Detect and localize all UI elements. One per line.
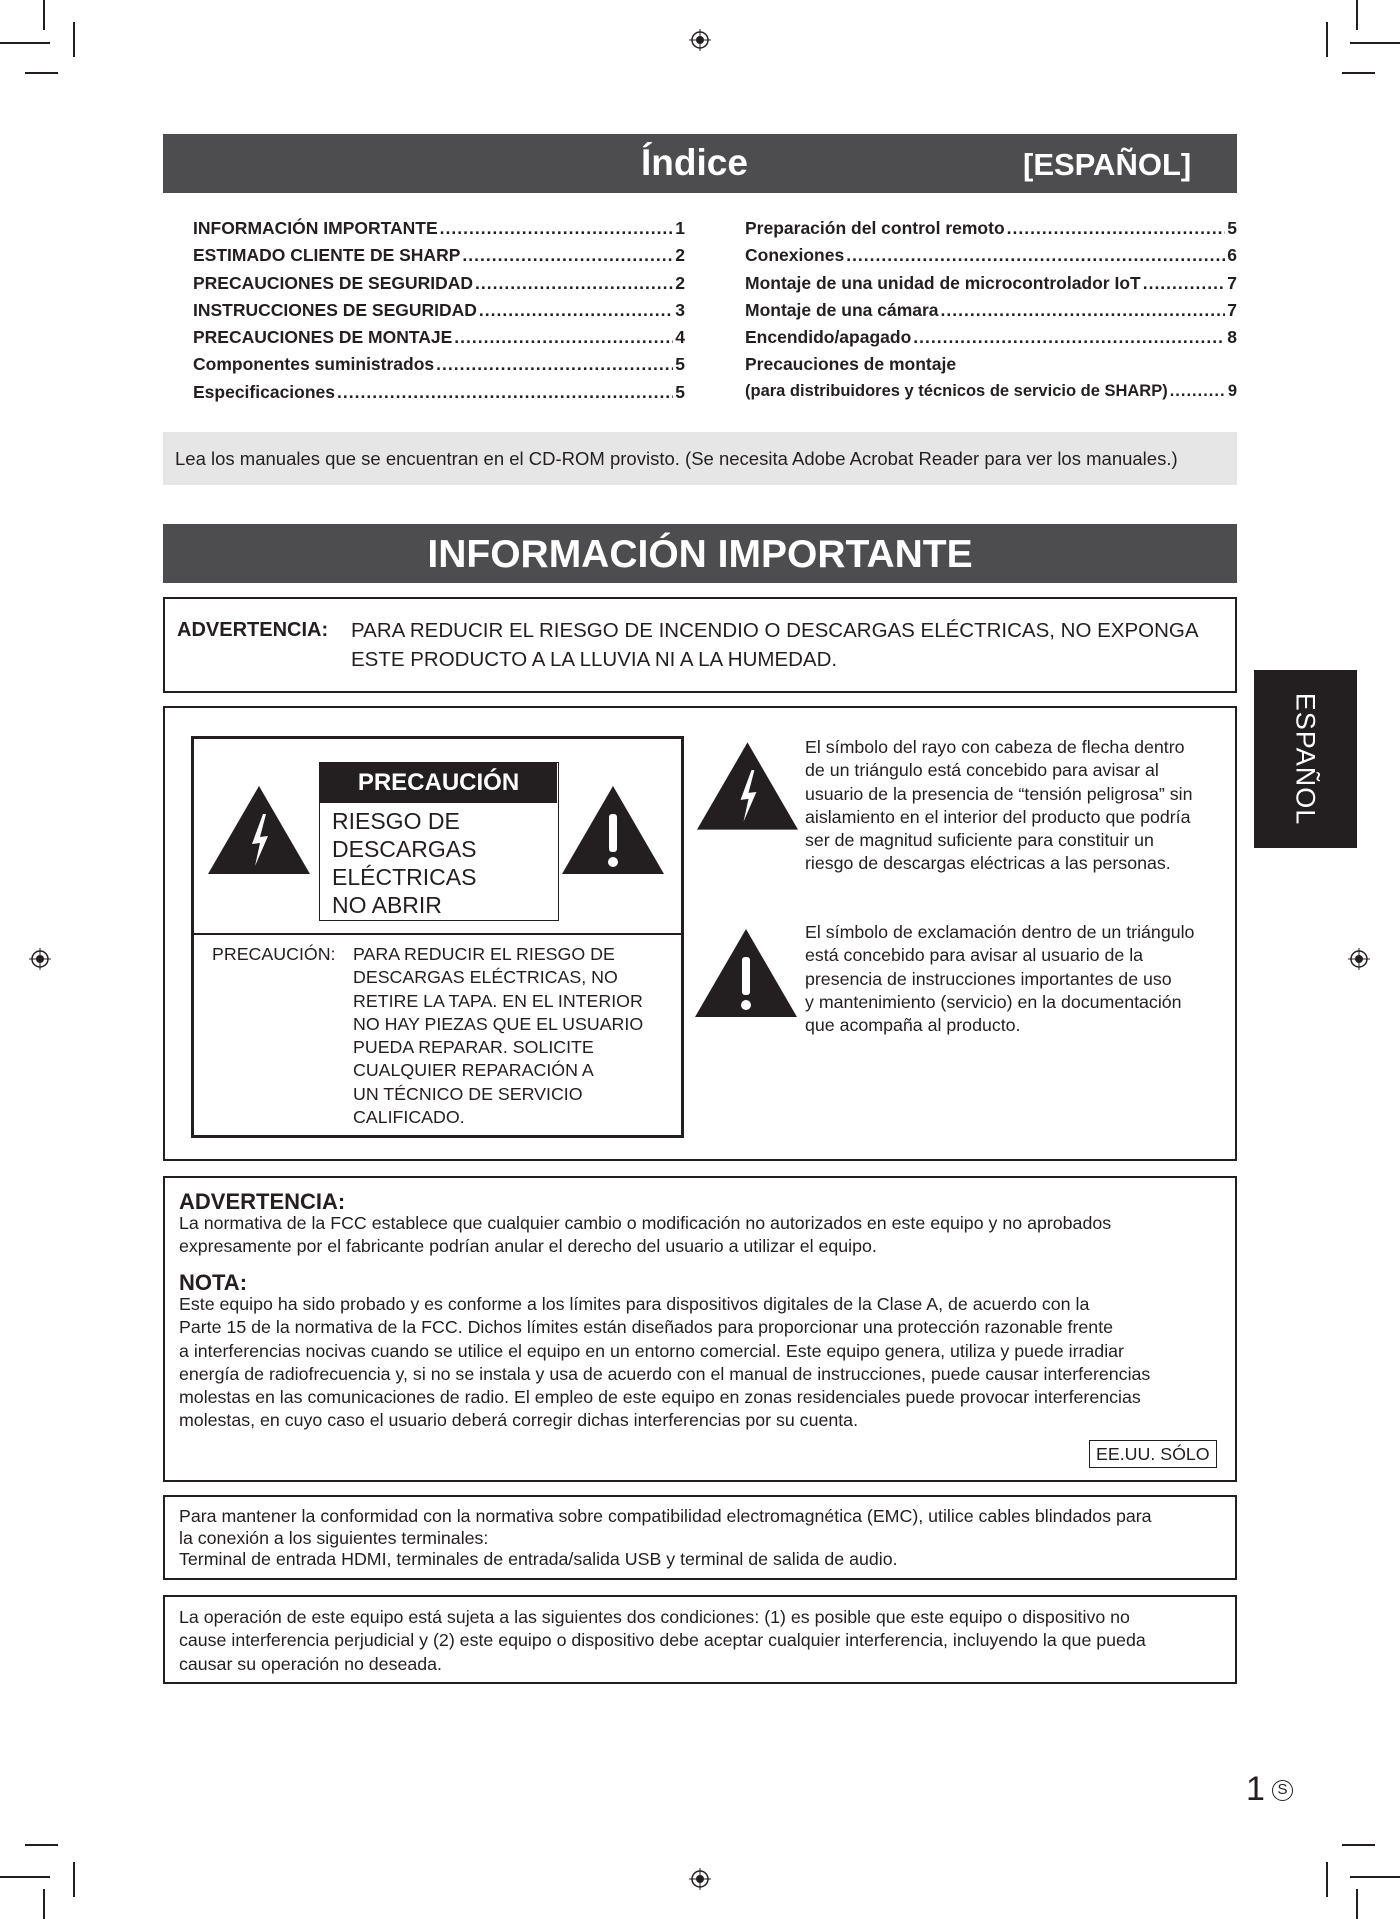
crop-mark xyxy=(0,42,50,44)
warning-label: ADVERTENCIA: xyxy=(177,619,329,641)
crop-mark xyxy=(1350,42,1400,44)
warning-box xyxy=(163,597,1237,693)
warning-line-1: PARA REDUCIR EL RIESGO DE INCENDIO O DESCARGAS ELÉCTRICAS, NO EXPONGA xyxy=(351,619,1199,642)
fcc-note-text: Este equipo ha sido probado y es conforme a los límites para dispositivos digitales de la Clase A, de acuerdo con la Parte 15 de la normativa de la FCC. Dichos límites están diseñados para proporcionar una protección razonable frente a interferencias nocivas cuando se utilice el equipo en un entorno comercial. Este equipo genera, utiliza y puede irradiar energía de radiofrecuencia y, si no se instala y usa de acuerdo con el manual de instrucciones, puede causar interferencias molestas en las comunicaciones de radio. El empleo de este equipo en zonas residenciales puede provocar interferencias molestas, en cuyo caso el usuario deberá corregir dichas interferencias por su cuenta. xyxy=(179,1294,1151,1431)
caution-label-line: NO ABRIR xyxy=(332,892,442,918)
toc-entry[interactable]: INFORMACIÓN IMPORTANTE ..... 1 xyxy=(193,218,685,245)
toc-entry[interactable]: Conexiones ..... 6 xyxy=(745,245,1237,272)
toc-entry[interactable]: Montaje de una cámara ..... 7 xyxy=(745,300,1237,327)
exclamation-symbol-description: El símbolo de exclamación dentro de un triángulo está concebido para avisar al usuario de la presencia de instrucciones importantes de uso y mantenimiento (servicio) en la documentación que acompaña al producto. xyxy=(805,922,1195,1036)
region-tag: EE.UU. SÓLO xyxy=(1089,1440,1217,1468)
page-number: 1 xyxy=(1246,1770,1265,1808)
language-side-tab[interactable] xyxy=(1254,670,1357,848)
caution-text-body: PARA REDUCIR EL RIESGO DE DESCARGAS ELÉCTRICAS, NO RETIRE LA TAPA. EN EL INTERIOR NO HAY PIEZAS QUE EL USUARIO PUEDA REPARAR. SOLICITE CUALQUIER REPARACIÓN A UN TÉCNICO DE SERVICIO CALIFICADO. xyxy=(353,944,644,1128)
exclamation-warning-icon xyxy=(562,786,664,874)
fcc-warning-title: ADVERTENCIA: xyxy=(179,1189,346,1214)
warning-line-2: ESTE PRODUCTO A LA LLUVIA NI A LA HUMEDAD. xyxy=(351,648,838,671)
crop-mark xyxy=(73,1862,75,1897)
exclamation-symbol-icon xyxy=(695,929,797,1017)
toc-entry[interactable]: INSTRUCCIONES DE SEGURIDAD ..... 3 xyxy=(193,300,685,327)
toc-entry[interactable]: ESTIMADO CLIENTE DE SHARP ..... 2 xyxy=(193,245,685,272)
side-tab-label: ESPAÑOL xyxy=(1290,692,1321,826)
crop-mark xyxy=(73,22,75,57)
lightning-symbol-icon xyxy=(697,742,798,830)
index-title: Índice xyxy=(641,142,748,183)
fcc-warning-text: La normativa de la FCC establece que cualquier cambio o modificación no autorizados en este equipo y no aprobados expresamente por el fabricante podrían anular el derecho del usuario a utilizar el equipo. xyxy=(179,1213,1112,1257)
operation-box xyxy=(163,1595,1237,1684)
crop-mark xyxy=(25,1844,58,1846)
toc-entry-title[interactable]: Precauciones de montaje xyxy=(745,354,957,375)
toc-entry[interactable]: PRECAUCIONES DE MONTAJE ..... 4 xyxy=(193,327,685,354)
divider xyxy=(191,933,684,935)
registration-mark-icon xyxy=(689,1868,711,1890)
caution-text-label: PRECAUCIÓN: xyxy=(212,944,336,964)
emc-box xyxy=(163,1495,1237,1580)
caution-label-title: PRECAUCIÓN xyxy=(320,763,557,803)
crop-mark xyxy=(1326,22,1328,57)
fcc-note-title: NOTA: xyxy=(179,1270,248,1295)
toc-entry[interactable]: (para distribuidores y técnicos de servicio de SHARP) ..... 9 xyxy=(745,382,1237,409)
section-title: INFORMACIÓN IMPORTANTE xyxy=(427,533,973,576)
registration-mark-icon xyxy=(29,948,51,970)
crop-mark xyxy=(0,1876,50,1878)
toc-entry[interactable]: PRECAUCIONES DE SEGURIDAD ..... 2 xyxy=(193,273,685,300)
page-suffix-badge: S xyxy=(1272,1780,1293,1801)
toc-entry[interactable]: Componentes suministrados ..... 5 xyxy=(193,354,685,381)
crop-mark xyxy=(1350,1876,1400,1878)
lightning-warning-icon xyxy=(208,786,310,874)
index-header-bar xyxy=(163,134,1237,193)
crop-mark xyxy=(1326,1862,1328,1897)
toc-entry[interactable]: Montaje de una unidad de microcontrolador IoT ..... 7 xyxy=(745,273,1237,300)
toc-entry[interactable]: Preparación del control remoto ..... 5 xyxy=(745,218,1237,245)
caution-label-line: DESCARGAS xyxy=(332,836,477,862)
toc-entry[interactable]: Especificaciones ..... 5 xyxy=(193,382,685,409)
caution-label-box xyxy=(319,762,559,921)
crop-mark xyxy=(43,0,45,30)
emc-text: Para mantener la conformidad con la normativa sobre compatibilidad electromagnética (EMC), utilice cables blindados para la conexión a los siguientes terminales: Terminal de entrada HDMI, terminales de entrada/salida USB y terminal de salida de audio. xyxy=(179,1506,1152,1569)
crop-mark xyxy=(43,1889,45,1919)
registration-mark-icon xyxy=(689,29,711,51)
language-label: [ESPAÑOL] xyxy=(1023,147,1192,182)
section-title-bar xyxy=(163,524,1237,583)
toc-left-column xyxy=(193,218,685,409)
caution-label-line: ELÉCTRICAS xyxy=(332,864,477,890)
fcc-box xyxy=(163,1176,1237,1482)
crop-mark xyxy=(1356,0,1358,30)
caution-label-line: RIESGO DE xyxy=(332,808,460,834)
toc-entry[interactable]: Encendido/apagado ..... 8 xyxy=(745,327,1237,354)
lightning-symbol-description: El símbolo del rayo con cabeza de flecha dentro de un triángulo está concebido para avisar al usuario de la presencia de “tensión peligrosa” sin aislamiento en el interior del producto que podría ser de magnitud suficiente para constituir un riesgo de descargas eléctricas a las personas. xyxy=(805,737,1193,874)
manual-note: Lea los manuales que se encuentran en el CD-ROM provisto. (Se necesita Adobe Acrobat Reader para ver los manuales.) xyxy=(163,432,1237,485)
registration-mark-icon xyxy=(1348,948,1370,970)
crop-mark xyxy=(25,72,58,74)
toc-right-column xyxy=(745,218,1237,409)
crop-mark xyxy=(1356,1889,1358,1919)
crop-mark xyxy=(1342,72,1375,74)
operation-text: La operación de este equipo está sujeta a las siguientes dos condiciones: (1) es posible que este equipo o dispositivo no cause interferencia perjudicial y (2) este equipo o dispositivo debe aceptar cualquier interferencia, incluyendo la que pueda causar su operación no deseada. xyxy=(179,1607,1146,1674)
crop-mark xyxy=(1342,1844,1375,1846)
